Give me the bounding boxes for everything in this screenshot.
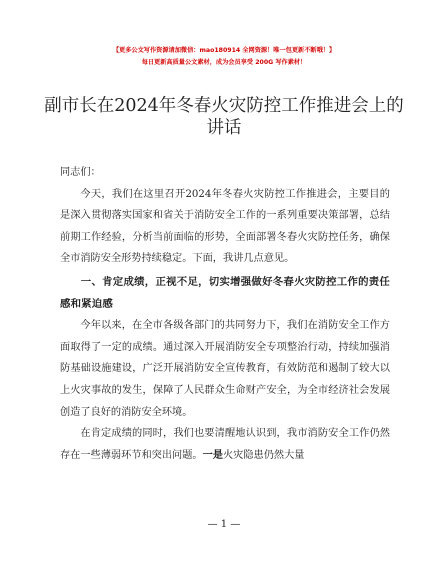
paragraph-shortcomings [60,423,390,466]
paragraph-achievements: 今年以来，在全市各级各部门的共同努力下，我们在消防安全工作方面取得了一定的成绩。通过深入开展消防安全专项整治行动，持续加强消防基础设施建设，广泛开展消防安全宣传教育，有效防范和遏制了较大以上火灾事故的发生，保障了人民群众生命财产安全，为全市经济社会发展创造了良好的消防安全环境。 [60,320,390,418]
section-heading-1: 一、肯定成绩，正视不足，切实增强做好冬春火灾防控工作的责任感和紧迫感 [60,275,390,310]
document-body [60,162,390,466]
paragraph-text: 在肯定成绩的同时，我们也要清醒地认识到，我市消防安全工作仍然存在一些薄弱环节和突出问题。 [60,428,390,461]
promo-banner-line-1: 【更多公文写作资源请加微信：mao180914 全网资源！唯一包更新不断哦！】 [112,47,336,54]
document-title: 副市长在2024年冬春火灾防控工作推进会上的讲话 [44,96,404,138]
bold-marker: 一是 [202,449,223,461]
page-number: — 1 — [207,519,241,530]
intro-paragraph: 今天，我们在这里召开2024年冬春火灾防控工作推进会，主要目的是深入贯彻落实国家和省关于消防安全工作的一系列重要决策部署，总结前期工作经验，分析当前面临的形势，全面部署冬春火灾防控任务，确保全市消防安全形势持续稳定。下面，我讲几点意见。 [60,188,390,265]
promo-banner-line-2: 每日更新高质量公文素材，成为会员享受 200G 写作素材！ [141,59,307,66]
paragraph-tail: 火灾隐患仍然大量 [223,449,305,461]
salutation: 同志们： [60,167,101,178]
